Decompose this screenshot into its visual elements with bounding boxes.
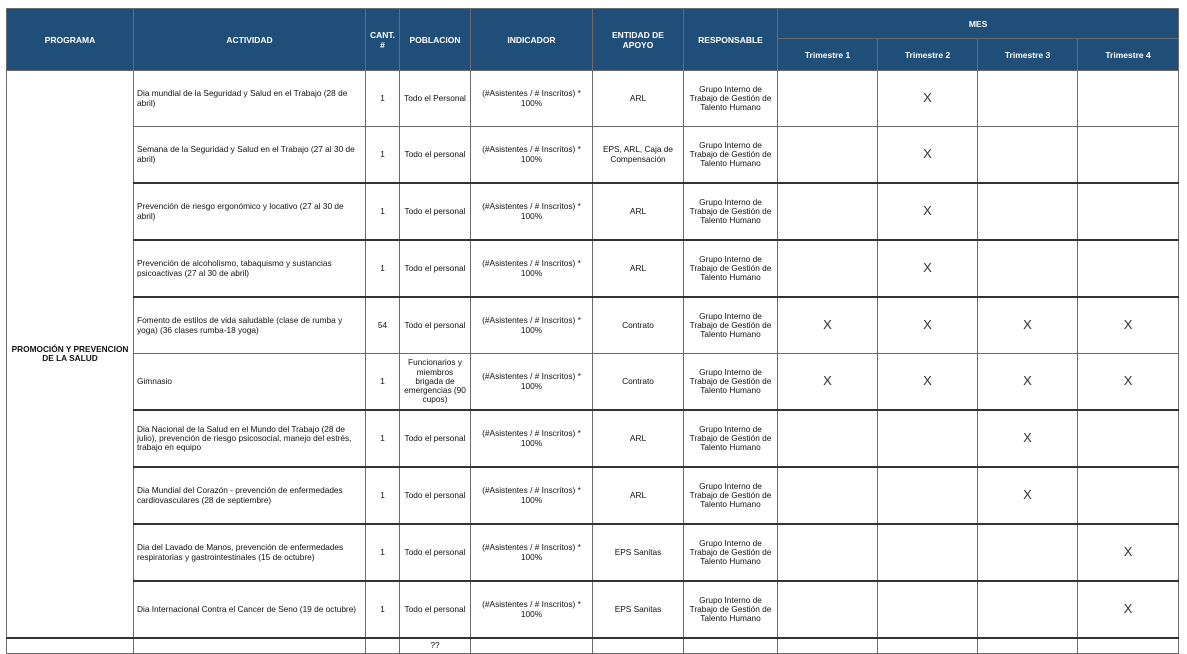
partial-cell: ?? bbox=[400, 638, 471, 654]
trimestre-3-cell bbox=[978, 183, 1078, 240]
scheduled-mark: X bbox=[923, 146, 932, 162]
population-cell: Todo el personal bbox=[400, 297, 471, 354]
indicator-cell: (#Asistentes / # Inscritos) * 100% bbox=[471, 524, 593, 581]
partial-cell bbox=[134, 638, 366, 654]
trimestre-1-cell bbox=[778, 71, 878, 127]
quantity-cell: 1 bbox=[366, 183, 400, 240]
partial-cell bbox=[593, 638, 684, 654]
header-trimestre-3: Trimestre 3 bbox=[978, 39, 1078, 71]
activity-cell: Dia del Lavado de Manos, prevención de enfermedades respiratorias y gastrointestinales (15 de octubre) bbox=[134, 524, 366, 581]
quantity-cell: 1 bbox=[366, 467, 400, 524]
scheduled-mark: X bbox=[823, 317, 832, 333]
trimestre-2-cell bbox=[878, 581, 978, 638]
programa-cell: PROMOCIÓN Y PREVENCION DE LA SALUD bbox=[7, 71, 134, 639]
trimestre-2-cell bbox=[878, 297, 978, 354]
header-trimestre-2: Trimestre 2 bbox=[878, 39, 978, 71]
quantity-cell: 1 bbox=[366, 127, 400, 184]
trimestre-2-cell bbox=[878, 354, 978, 411]
header-indicador: INDICADOR bbox=[471, 9, 593, 71]
header-trimestre-4: Trimestre 4 bbox=[1078, 39, 1179, 71]
responsible-cell: Grupo Interno de Trabajo de Gestión de Talento Humano bbox=[684, 127, 778, 184]
responsible-cell: Grupo Interno de Trabajo de Gestión de Talento Humano bbox=[684, 297, 778, 354]
table-row bbox=[7, 127, 1179, 184]
trimestre-1-cell bbox=[778, 240, 878, 297]
trimestre-3-cell bbox=[978, 581, 1078, 638]
table-row bbox=[7, 183, 1179, 240]
indicator-cell: (#Asistentes / # Inscritos) * 100% bbox=[471, 354, 593, 411]
activity-cell: Gimnasio bbox=[134, 354, 366, 411]
support-entity-cell: ARL bbox=[593, 410, 684, 467]
trimestre-3-cell bbox=[978, 524, 1078, 581]
partial-cell bbox=[7, 638, 134, 654]
responsible-cell: Grupo Interno de Trabajo de Gestión de Talento Humano bbox=[684, 410, 778, 467]
trimestre-3-cell bbox=[978, 354, 1078, 411]
trimestre-4-cell bbox=[1078, 297, 1179, 354]
quantity-cell: 1 bbox=[366, 354, 400, 411]
population-cell: Todo el personal bbox=[400, 240, 471, 297]
indicator-cell: (#Asistentes / # Inscritos) * 100% bbox=[471, 581, 593, 638]
partial-cell bbox=[471, 638, 593, 654]
support-entity-cell: Contrato bbox=[593, 297, 684, 354]
header-cantidad: CANT. # bbox=[366, 9, 400, 71]
scheduled-mark: X bbox=[1023, 373, 1032, 389]
table-body bbox=[7, 71, 1179, 654]
trimestre-1-cell bbox=[778, 297, 878, 354]
trimestre-3-cell bbox=[978, 71, 1078, 127]
population-cell: Todo el personal bbox=[400, 581, 471, 638]
scheduled-mark: X bbox=[923, 317, 932, 333]
table-row bbox=[7, 467, 1179, 524]
quantity-cell: 1 bbox=[366, 410, 400, 467]
trimestre-1-cell bbox=[778, 581, 878, 638]
support-entity-cell: EPS, ARL, Caja de Compensación bbox=[593, 127, 684, 184]
quantity-cell: 1 bbox=[366, 71, 400, 127]
trimestre-1-cell bbox=[778, 127, 878, 184]
header-poblacion: POBLACION bbox=[400, 9, 471, 71]
activity-cell: Semana de la Seguridad y Salud en el Trabajo (27 al 30 de abril) bbox=[134, 127, 366, 184]
responsible-cell: Grupo Interno de Trabajo de Gestión de Talento Humano bbox=[684, 240, 778, 297]
scheduled-mark: X bbox=[1123, 373, 1133, 389]
activity-cell: Dia Internacional Contra el Cancer de Seno (19 de octubre) bbox=[134, 581, 366, 638]
population-cell: Todo el Personal bbox=[400, 71, 471, 127]
partial-cell bbox=[978, 638, 1078, 654]
population-cell: Todo el personal bbox=[400, 183, 471, 240]
population-cell: Todo el personal bbox=[400, 467, 471, 524]
trimestre-1-cell bbox=[778, 354, 878, 411]
partial-cell bbox=[1078, 638, 1179, 654]
scheduled-mark: X bbox=[1023, 430, 1032, 446]
trimestre-2-cell bbox=[878, 524, 978, 581]
header-mes: MES bbox=[778, 9, 1179, 39]
table-row bbox=[7, 581, 1179, 638]
indicator-cell: (#Asistentes / # Inscritos) * 100% bbox=[471, 127, 593, 184]
trimestre-2-cell bbox=[878, 410, 978, 467]
scheduled-mark: X bbox=[923, 90, 932, 106]
header-actividad: ACTIVIDAD bbox=[134, 9, 366, 71]
quantity-cell: 1 bbox=[366, 581, 400, 638]
trimestre-4-cell bbox=[1078, 354, 1179, 411]
trimestre-4-cell bbox=[1078, 71, 1179, 127]
responsible-cell: Grupo Interno de Trabajo de Gestión de Talento Humano bbox=[684, 354, 778, 411]
trimestre-1-cell bbox=[778, 183, 878, 240]
quantity-cell: 1 bbox=[366, 240, 400, 297]
trimestre-4-cell bbox=[1078, 183, 1179, 240]
trimestre-2-cell bbox=[878, 240, 978, 297]
support-entity-cell: ARL bbox=[593, 467, 684, 524]
trimestre-4-cell bbox=[1078, 240, 1179, 297]
indicator-cell: (#Asistentes / # Inscritos) * 100% bbox=[471, 467, 593, 524]
indicator-cell: (#Asistentes / # Inscritos) * 100% bbox=[471, 71, 593, 127]
population-cell: Funcionarios y miembros brigada de emergencias (90 cupos) bbox=[400, 354, 471, 411]
scheduled-mark: X bbox=[923, 203, 932, 219]
trimestre-4-cell bbox=[1078, 524, 1179, 581]
table-row-partial bbox=[7, 638, 1179, 654]
trimestre-4-cell bbox=[1078, 127, 1179, 184]
trimestre-1-cell bbox=[778, 410, 878, 467]
responsible-cell: Grupo Interno de Trabajo de Gestión de Talento Humano bbox=[684, 183, 778, 240]
responsible-cell: Grupo Interno de Trabajo de Gestión de Talento Humano bbox=[684, 581, 778, 638]
header-trimestre-1: Trimestre 1 bbox=[778, 39, 878, 71]
header-programa: PROGRAMA bbox=[7, 9, 134, 71]
activity-cell: Prevención de riesgo ergonómico y locativo (27 al 30 de abril) bbox=[134, 183, 366, 240]
trimestre-2-cell bbox=[878, 71, 978, 127]
support-entity-cell: Contrato bbox=[593, 354, 684, 411]
trimestre-2-cell bbox=[878, 183, 978, 240]
population-cell: Todo el personal bbox=[400, 127, 471, 184]
trimestre-1-cell bbox=[778, 467, 878, 524]
population-cell: Todo el personal bbox=[400, 524, 471, 581]
scheduled-mark: X bbox=[823, 373, 832, 389]
trimestre-1-cell bbox=[778, 524, 878, 581]
support-entity-cell: EPS Sanitas bbox=[593, 524, 684, 581]
scheduled-mark: X bbox=[1123, 544, 1133, 560]
support-entity-cell: EPS Sanitas bbox=[593, 581, 684, 638]
scheduled-mark: X bbox=[923, 373, 932, 389]
table-row bbox=[7, 297, 1179, 354]
activity-cell: Fomento de estilos de vida saludable (clase de rumba y yoga) (36 clases rumba-18 yoga) bbox=[134, 297, 366, 354]
trimestre-3-cell bbox=[978, 240, 1078, 297]
responsible-cell: Grupo Interno de Trabajo de Gestión de Talento Humano bbox=[684, 524, 778, 581]
partial-cell bbox=[366, 638, 400, 654]
activity-cell: Dia Mundial del Corazón - prevención de enfermedades cardiovasculares (28 de septiembre) bbox=[134, 467, 366, 524]
table-row bbox=[7, 354, 1179, 411]
table-row bbox=[7, 524, 1179, 581]
header-entidad: ENTIDAD DE APOYO bbox=[593, 9, 684, 71]
scheduled-mark: X bbox=[1123, 601, 1133, 617]
activity-cell: Dia mundial de la Seguridad y Salud en el Trabajo (28 de abril) bbox=[134, 71, 366, 127]
scheduled-mark: X bbox=[1023, 487, 1032, 503]
indicator-cell: (#Asistentes / # Inscritos) * 100% bbox=[471, 240, 593, 297]
population-cell: Todo el personal bbox=[400, 410, 471, 467]
indicator-cell: (#Asistentes / # Inscritos) * 100% bbox=[471, 183, 593, 240]
partial-cell bbox=[878, 638, 978, 654]
trimestre-3-cell bbox=[978, 467, 1078, 524]
trimestre-4-cell bbox=[1078, 581, 1179, 638]
quantity-cell: 54 bbox=[366, 297, 400, 354]
indicator-cell: (#Asistentes / # Inscritos) * 100% bbox=[471, 297, 593, 354]
trimestre-4-cell bbox=[1078, 467, 1179, 524]
scheduled-mark: X bbox=[1123, 317, 1133, 333]
scheduled-mark: X bbox=[1023, 317, 1032, 333]
support-entity-cell: ARL bbox=[593, 240, 684, 297]
activity-cell: Prevención de alcoholismo, tabaquismo y sustancias psicoactivas (27 al 30 de abril) bbox=[134, 240, 366, 297]
scheduled-mark: X bbox=[923, 260, 932, 276]
indicator-cell: (#Asistentes / # Inscritos) * 100% bbox=[471, 410, 593, 467]
trimestre-2-cell bbox=[878, 467, 978, 524]
activity-plan-table bbox=[6, 8, 1179, 654]
trimestre-3-cell bbox=[978, 410, 1078, 467]
support-entity-cell: ARL bbox=[593, 71, 684, 127]
responsible-cell: Grupo Interno de Trabajo de Gestión de Talento Humano bbox=[684, 467, 778, 524]
activity-cell: Dia Nacional de la Salud en el Mundo del Trabajo (28 de julio), prevención de riesgo psicosocial, manejo del estrés, trabajo en equipo bbox=[134, 410, 366, 467]
trimestre-3-cell bbox=[978, 297, 1078, 354]
trimestre-2-cell bbox=[878, 127, 978, 184]
header-responsable: RESPONSABLE bbox=[684, 9, 778, 71]
quantity-cell: 1 bbox=[366, 524, 400, 581]
trimestre-3-cell bbox=[978, 127, 1078, 184]
partial-cell bbox=[778, 638, 878, 654]
responsible-cell: Grupo Interno de Trabajo de Gestión de Talento Humano bbox=[684, 71, 778, 127]
support-entity-cell: ARL bbox=[593, 183, 684, 240]
trimestre-4-cell bbox=[1078, 410, 1179, 467]
table-row bbox=[7, 240, 1179, 297]
partial-cell bbox=[684, 638, 778, 654]
table-row bbox=[7, 410, 1179, 467]
table-row bbox=[7, 71, 1179, 127]
